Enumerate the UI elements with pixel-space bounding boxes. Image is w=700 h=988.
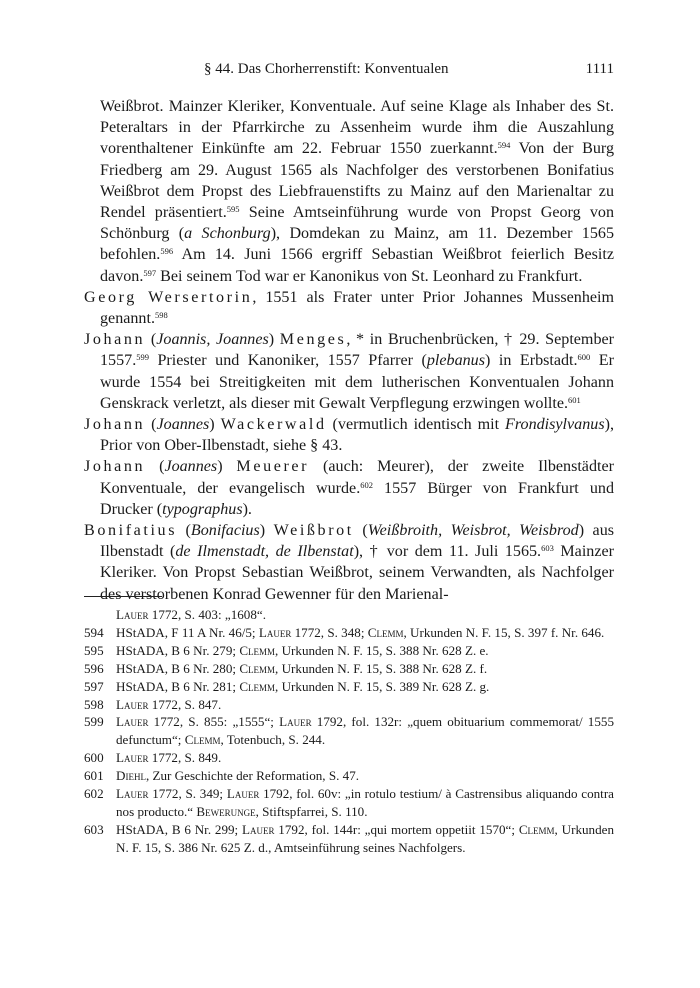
footnote-text: Lauer 1772, S. 349; Lauer 1792, fol. 60v: „in rotulo testium/ à Castrensibus aliquando contra nos producto.“ Bewerunge, Stiftspfarrei, S. 110. [116, 786, 614, 819]
author-name: Diehl [116, 768, 146, 784]
footnote [84, 678, 614, 696]
entry-surname: Weißbrot [273, 522, 354, 540]
author-name: Lauer [226, 786, 260, 802]
author-name: Lauer [242, 821, 275, 837]
footnote-number: 596 [84, 660, 104, 676]
author-name: Lauer [116, 714, 149, 730]
footnote-number: 597 [84, 678, 104, 694]
footnote-number: 603 [84, 821, 104, 837]
running-head [84, 61, 614, 81]
author-name: Lauer [116, 607, 149, 622]
footnote [84, 767, 614, 785]
footnote [84, 660, 614, 678]
author-name: Clemm [239, 678, 276, 694]
footnote-text: HStADA, F 11 A Nr. 46/5; Lauer 1772, S. 348; Clemm, Urkunden N. F. 15, S. 397 f. Nr. 646. [116, 624, 605, 640]
author-name: Lauer [279, 714, 312, 730]
entry-surname: Menges [279, 331, 347, 349]
footnote [84, 749, 614, 767]
footnote-separator [84, 596, 162, 597]
footnote-number: 594 [84, 624, 104, 640]
footnote-ref: 595 [226, 204, 240, 215]
author-name: Clemm [518, 821, 555, 837]
footnote [84, 624, 614, 642]
author-name: Bewerunge [196, 803, 256, 819]
footnote [84, 696, 614, 714]
footnote-text: HStADA, B 6 Nr. 280; Clemm, Urkunden N. F. 15, S. 388 Nr. 628 Z. f. [116, 660, 488, 676]
footnote-ref: 596 [160, 246, 174, 257]
entry-johann-wackerwald: Johann (Joannes) Wackerwald (vermutlich identisch mit Frondisylvanus), Prior von Ober-Ilbenstadt, siehe § 43. [84, 416, 614, 455]
footnote-number: 599 [84, 714, 104, 730]
footnote-ref: 597 [143, 267, 157, 278]
footnotes [84, 606, 614, 857]
entry-bonifatius-weissbrot: Bonifatius (Bonifacius) Weißbrot (Weißbroith, Weisbrot, Weisbrod) aus Ilbenstadt (de Ilmenstadt, de Ilbenstat), † vor dem 11. Juli 1565.$^{603}$ Mainzer Kleriker. Von Propst Sebastian Weißbrot, seinem Verwandten, als Nachfolger des verstorbenen Konrad Gewenner für den Marienal- [84, 522, 615, 603]
footnote-text: Lauer 1772, S. 403: „1608“. [116, 607, 266, 622]
entry-name: Johann [84, 331, 146, 349]
footnote-ref: 599 [136, 352, 149, 363]
author-name: Lauer [258, 624, 292, 640]
footnote-text: Lauer 1772, S. 855: „1555“; Lauer 1792, fol. 132r: „quem obituarium commemorat/ 1555 defunctum“; Clemm, Totenbuch, S. 244. [116, 714, 614, 748]
footnote-text: Lauer 1772, S. 849. [116, 750, 222, 766]
footnote [84, 785, 614, 821]
entry-johann-meuerer: Johann (Joannes) Meuerer (auch: Meurer), der zweite Ilbenstädter Konventuale, der evangelisch wurde.$^{602}$ 1557 Bürger von Frankfurt und Drucker (typographus). [84, 458, 614, 518]
footnote [84, 642, 614, 660]
footnote [84, 606, 614, 624]
footnote-ref: 603 [541, 543, 554, 554]
author-name: Clemm [184, 732, 221, 748]
footnote-text: HStADA, B 6 Nr. 279; Clemm, Urkunden N. F. 15, S. 388 Nr. 628 Z. e. [116, 642, 489, 658]
running-head-title: § 44. Das Chorherrenstift: Konventualen [204, 61, 449, 77]
entry-name: Bonifatius [84, 522, 178, 540]
author-name: Lauer [116, 696, 149, 712]
entry-johann-menges: Johann (Joannis, Joannes) Menges, * in Bruchenbrücken, † 29. September 1557.$^{599}$ Priester und Kanoniker, 1557 Pfarrer (plebanus) in Erbstadt.$^{600}$ Er wurde 1554 bei Streitigkeiten mit dem lutherischen Konventualen Johann Genskrack verletzt, als dieser mit Gewalt Verpflegung erzwingen wollte.$^{601}$ [84, 331, 615, 412]
author-name: Clemm [367, 624, 404, 640]
footnote-text: Lauer 1772, S. 847. [116, 696, 222, 712]
footnote-number: 595 [84, 642, 104, 658]
entry-surname: Wackerwald [220, 416, 327, 434]
entry-name: Georg Wersertorin [84, 288, 253, 306]
entry-name: Johann [84, 458, 146, 476]
author-name: Clemm [239, 660, 276, 676]
main-text [84, 96, 614, 605]
footnote-number: 598 [84, 696, 104, 712]
entry-name: Johann [84, 416, 146, 434]
author-name: Lauer [116, 750, 149, 766]
entry-surname: Meuerer [236, 458, 310, 476]
footnote-text: HStADA, B 6 Nr. 299; Lauer 1792, fol. 144r: „qui mortem oppetiit 1570“; Clemm, Urkunden N. F. 15, S. 386 Nr. 625 Z. d., Amtseinführung seines Nachfolgers. [116, 821, 614, 855]
entry-continuation: Weißbrot. Mainzer Kleriker, Konventuale. Auf seine Klage als Inhaber des St. Peteraltars in der Pfarrkirche zu Assenheim wurde ihm die Auszahlung vorenthaltener Einkünfte am 22. Februar 1550 zuerkannt.$^{594}$ Von der Burg Friedberg am 29. August 1565 als Nachfolger des verstorbenen Bonifatius Weißbrot dem Propst des Liebfrauenstifts zu Mainz auf den Marienaltar zu Rendel präsentiert.$^{595}$ Seine Amtseinführung wurde von Propst Georg von Schönburg (a Schonburg), Domdekan zu Mainz, am 11. Dezember 1565 befohlen.$^{596}$ Am 14. Juni 1566 ergriff Sebastian Weißbrot feierlich Besitz davon.$^{597}$ Bei seinem Tod war er Kanonikus von St. Leonhard zu Frankfurt. [100, 98, 614, 285]
footnote [84, 713, 614, 749]
page-number: 1111 [585, 61, 614, 77]
footnote-ref: 600 [577, 352, 591, 363]
entry-georg-wersertorin: Georg Wersertorin, 1551 als Frater unter Prior Johannes Mussenheim genannt.$^{598}$ [84, 288, 614, 328]
footnote-ref: 598 [154, 310, 168, 321]
footnote-text: HStADA, B 6 Nr. 281; Clemm, Urkunden N. F. 15, S. 389 Nr. 628 Z. g. [116, 678, 490, 694]
footnote-ref: 601 [568, 394, 581, 405]
footnote-text: Diehl, Zur Geschichte der Reformation, S. 47. [116, 768, 360, 784]
footnote-number: 601 [84, 768, 104, 784]
footnote-number: 602 [84, 786, 104, 802]
footnote-ref: 594 [497, 140, 511, 151]
footnote-number: 600 [84, 750, 104, 766]
footnote [84, 821, 614, 857]
footnote-ref: 602 [360, 479, 373, 490]
author-name: Clemm [239, 642, 276, 658]
author-name: Lauer [116, 786, 149, 802]
